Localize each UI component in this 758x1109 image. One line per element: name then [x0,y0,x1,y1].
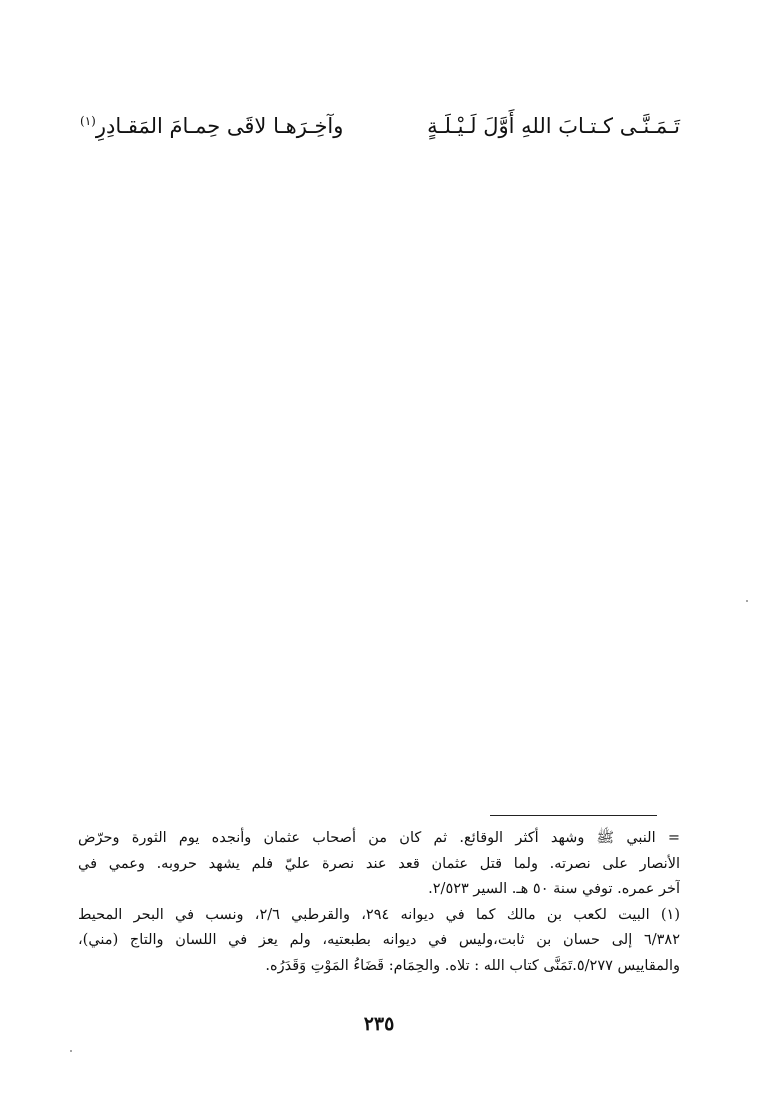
page-number: ٢٣٥ [363,1013,395,1035]
footnote-line: = النبي ﷺ وشهد أكثر الوقائع. ثم كان من أصحاب عثمان وأنجده يوم الثورة وحرّض [78,830,680,846]
footnote-reference: (١) [80,114,96,128]
footnote-line: الأنصار على نصرته. ولما قتل عثمان قعد عند نصرة عليّ فلم يشهد حروبه. وعمي في [78,855,680,872]
verse-first-hemistich: تَـمَـنَّـى كـتـابَ اللهِ أَوَّلَ لَـيْـلَـةٍ [427,114,680,138]
footnote-separator [490,815,657,816]
scan-speck [70,1050,72,1052]
scan-speck [746,600,748,602]
footnote-line: ٦/٣٨٢ إلى حسان بن ثابت،وليس في ديوانه بطبعتيه، ولم يعز في اللسان والتاج (مني)، [78,932,680,948]
footnote-line: (١) البيت لكعب بن مالك كما في ديوانه ٢٩٤، والقرطبي ٢/٦، ونسب في البحر المحيط [78,906,680,923]
footnote-continuation [78,826,680,903]
footnote-line: آخر عمره. توفي سنة ٥٠ هـ. السير ٢/٥٢٣. [428,881,680,897]
continuation-marker: = [667,830,680,846]
footnote-line: والمقاييس ٥/٢٧٧.تَمَنَّى كتاب الله : تلاه. والحِمَام: قَضَاءُ المَوْتِ وَقَدَرُه. [265,957,680,974]
verse-second-hemistich: وآخِـرَهـا لاقَى حِمـامَ المَقـادِرِ$^{(١)}$ [80,114,344,138]
footnote-1 [78,903,680,980]
poetry-verse [80,106,680,146]
footnote-number: (١) [660,906,680,923]
footnotes [78,826,680,979]
